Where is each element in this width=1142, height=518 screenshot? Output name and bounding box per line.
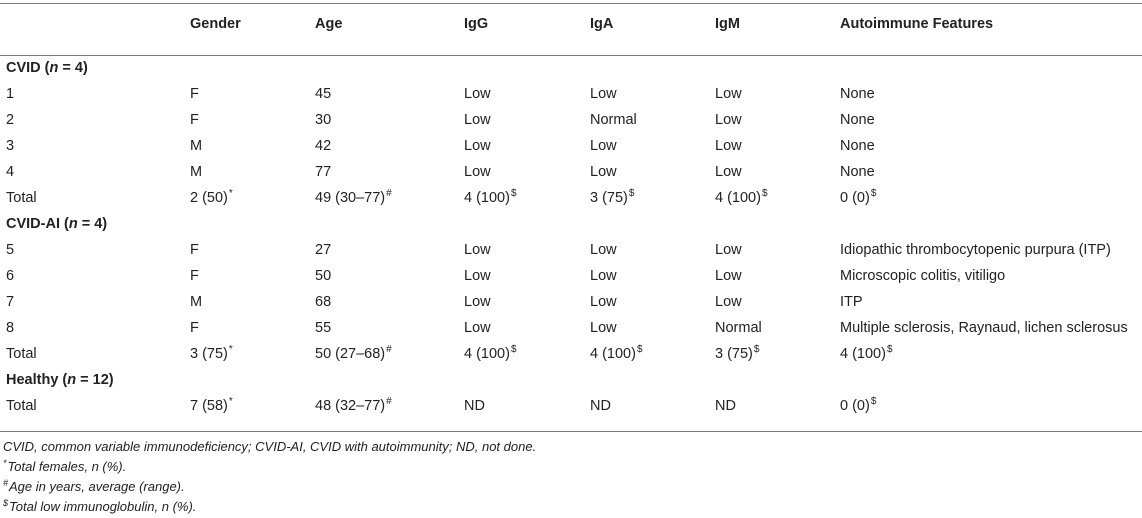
cell-value: Low	[590, 268, 617, 284]
footnote-line	[3, 477, 536, 497]
footnote-mark: $	[510, 188, 517, 199]
column-header: IgA	[590, 16, 614, 32]
table-row	[0, 109, 1142, 131]
cell-value: Low	[590, 138, 617, 154]
table-cell	[715, 239, 742, 261]
footnote-mark: #	[386, 188, 392, 199]
table-row	[0, 187, 1142, 209]
cell-value: Low	[590, 164, 617, 180]
table-cell	[840, 265, 1005, 287]
table-cell	[190, 343, 233, 367]
group-label	[6, 213, 107, 235]
footnote-text: CVID, common variable immunodeficiency; CVID-AI, CVID with autoimmunity; ND, not done.	[3, 439, 537, 454]
group-label-prefix: CVID-AI (	[6, 216, 69, 232]
table-cell	[6, 317, 14, 339]
footnote-text: Total females, n (%).	[7, 459, 127, 474]
header-bottom-rule	[0, 55, 1142, 56]
footnote-mark: $	[636, 344, 643, 355]
group-label-prefix: Healthy (	[6, 372, 68, 388]
cell-value: Total	[6, 346, 37, 362]
table-cell	[464, 161, 491, 183]
cell-value: 42	[315, 138, 332, 154]
footnote-mark: $	[870, 396, 877, 407]
cell-value: 0 (0)	[840, 398, 870, 414]
cell-value: Low	[715, 112, 742, 128]
cell-value: 27	[315, 242, 332, 258]
table-cell	[6, 239, 14, 261]
group-label-suffix: = 12)	[76, 372, 114, 388]
cell-value: 50 (27–68)	[315, 346, 386, 362]
cell-value: 8	[6, 320, 15, 336]
cell-value: 45	[315, 86, 332, 102]
table-cell	[6, 291, 14, 313]
cell-value: Total	[6, 398, 37, 414]
table-cell	[190, 109, 199, 131]
table-cell	[315, 343, 392, 367]
cell-value: 5	[6, 242, 15, 258]
cell-value: None	[840, 164, 875, 180]
table-cell	[590, 343, 643, 367]
cell-value: Idiopathic thrombocytopenic purpura (ITP)	[840, 242, 1111, 258]
table-cell	[590, 83, 617, 105]
cell-value: 6	[6, 268, 15, 284]
cell-value: F	[190, 320, 199, 336]
table-row	[0, 239, 1142, 261]
table-cell	[464, 265, 491, 287]
cell-value: Low	[590, 294, 617, 310]
cell-value: 55	[315, 320, 332, 336]
cell-value: Low	[590, 86, 617, 102]
footnote-mark: $	[510, 344, 517, 355]
footnote-text: Age in years, average (range).	[9, 479, 185, 494]
cell-value: 4 (100)	[464, 346, 510, 362]
table-cell	[590, 187, 634, 211]
table-cell	[590, 109, 637, 131]
cell-value: Low	[464, 294, 491, 310]
footnote-mark: *	[3, 458, 7, 468]
cell-value: 49 (30–77)	[315, 190, 386, 206]
table-cell	[190, 161, 202, 183]
cell-value: Low	[590, 320, 617, 336]
cell-value: None	[840, 112, 875, 128]
table-cell	[840, 317, 1128, 339]
table-row	[0, 395, 1142, 417]
table-cell	[840, 135, 875, 157]
cell-value: F	[190, 86, 199, 102]
group-label-suffix: = 4)	[58, 60, 88, 76]
table-row	[0, 317, 1142, 339]
table-cell	[6, 265, 14, 287]
cell-value: 7	[6, 294, 15, 310]
table-cell	[590, 395, 611, 417]
table-cell	[315, 109, 331, 131]
table-cell	[715, 291, 742, 313]
cell-value: 3 (75)	[190, 346, 228, 362]
table-cell	[190, 135, 202, 157]
cell-value: 0 (0)	[840, 190, 870, 206]
table-cell	[840, 291, 863, 313]
footnote-mark: $	[3, 498, 9, 508]
cell-value: Multiple sclerosis, Raynaud, lichen sclerosus	[840, 320, 1128, 336]
table-cell	[6, 187, 37, 209]
cell-value: Low	[590, 242, 617, 258]
table-cell	[590, 265, 617, 287]
footnote-mark: $	[870, 188, 877, 199]
cell-value: Low	[464, 138, 491, 154]
table-cell	[840, 187, 876, 211]
table-cell	[190, 239, 199, 261]
cell-value: 30	[315, 112, 332, 128]
cell-value: ND	[464, 398, 485, 414]
table-cell	[464, 109, 491, 131]
cell-value: 77	[315, 164, 332, 180]
cell-value: Low	[464, 268, 491, 284]
cell-value: Low	[715, 138, 742, 154]
table-cell	[315, 161, 331, 183]
table-cell	[590, 135, 617, 157]
table-row	[0, 291, 1142, 313]
table-cell	[464, 317, 491, 339]
column-header: Gender	[190, 16, 241, 32]
cell-value: 1	[6, 86, 15, 102]
footnote-line	[3, 457, 536, 477]
cell-value: Low	[715, 242, 742, 258]
cell-value: 68	[315, 294, 332, 310]
table-row	[0, 161, 1142, 183]
footnote-line	[3, 437, 536, 457]
group-label-n: n	[67, 372, 77, 388]
table-cell	[715, 135, 742, 157]
cell-value: Low	[464, 164, 491, 180]
cell-value: M	[190, 138, 203, 154]
table-cell	[840, 161, 875, 183]
table-cell	[315, 291, 331, 313]
table-cell	[590, 291, 617, 313]
table-cell	[315, 317, 331, 339]
column-header: Autoimmune Features	[840, 16, 994, 32]
cell-value: 4	[6, 164, 15, 180]
footnote-text: Total low immunoglobulin, n (%).	[9, 499, 197, 514]
table-cell	[315, 395, 392, 419]
group-label	[6, 369, 114, 391]
table-cell	[315, 135, 331, 157]
table-cell	[6, 395, 37, 417]
table-cell	[715, 395, 736, 417]
table-cell	[464, 291, 491, 313]
table-cell	[590, 161, 617, 183]
column-header: Age	[315, 16, 343, 32]
cell-value: ITP	[840, 294, 863, 310]
table-cell	[464, 187, 517, 211]
group-header-row	[0, 57, 1142, 79]
cell-value: Low	[464, 242, 491, 258]
table-cell	[715, 343, 759, 367]
table-cell	[840, 83, 875, 105]
table-row	[0, 343, 1142, 365]
cell-value: Low	[715, 86, 742, 102]
cell-value: 50	[315, 268, 332, 284]
cell-value: 7 (58)	[190, 398, 228, 414]
group-header-row	[0, 369, 1142, 391]
table-footnotes	[3, 437, 536, 517]
table-cell	[6, 83, 14, 105]
footnote-line	[3, 497, 536, 517]
cell-value: 3	[6, 138, 15, 154]
table-cell	[715, 265, 742, 287]
table-cell	[6, 343, 37, 365]
table-cell	[464, 395, 485, 417]
cell-value: 4 (100)	[590, 346, 636, 362]
footnote-mark: $	[886, 344, 893, 355]
group-header-row	[0, 213, 1142, 235]
table-cell	[315, 187, 392, 211]
cell-value: 3 (75)	[715, 346, 753, 362]
cell-value: Normal	[590, 112, 637, 128]
footnote-mark: $	[761, 188, 768, 199]
footnote-mark: *	[228, 188, 233, 199]
footnote-mark: $	[753, 344, 760, 355]
table-row	[0, 83, 1142, 105]
cell-value: Low	[715, 294, 742, 310]
footnote-mark: *	[228, 344, 233, 355]
group-label-n: n	[49, 60, 59, 76]
cell-value: None	[840, 86, 875, 102]
cell-value: ND	[590, 398, 611, 414]
table-cell	[315, 239, 331, 261]
cell-value: 4 (100)	[715, 190, 761, 206]
footnote-mark: *	[228, 396, 233, 407]
cell-value: F	[190, 112, 199, 128]
cell-value: F	[190, 242, 199, 258]
table-cell	[190, 317, 199, 339]
table-cell	[840, 395, 876, 419]
header-row	[0, 13, 1142, 35]
table-cell	[315, 265, 331, 287]
table-bottom-rule	[0, 431, 1142, 432]
table-cell	[6, 135, 14, 157]
footnote-mark: #	[386, 396, 392, 407]
column-header: IgG	[464, 16, 489, 32]
table-cell	[715, 83, 742, 105]
column-header: IgM	[715, 16, 740, 32]
cell-value: F	[190, 268, 199, 284]
table-row	[0, 135, 1142, 157]
table-cell	[715, 161, 742, 183]
group-label-n: n	[68, 216, 78, 232]
table-row	[0, 265, 1142, 287]
table-cell	[464, 239, 491, 261]
group-label-suffix: = 4)	[77, 216, 108, 232]
cell-value: Low	[464, 86, 491, 102]
cell-value: Total	[6, 190, 37, 206]
table-cell	[590, 239, 617, 261]
table-cell	[715, 109, 742, 131]
cell-value: 4 (100)	[840, 346, 886, 362]
cell-value: Low	[715, 268, 742, 284]
table-cell	[715, 317, 762, 339]
table-cell	[190, 187, 233, 211]
cell-value: M	[190, 164, 203, 180]
footnote-mark: #	[386, 344, 392, 355]
table-cell	[715, 187, 768, 211]
cell-value: ND	[715, 398, 736, 414]
cell-value: Low	[464, 112, 491, 128]
cell-value: None	[840, 138, 875, 154]
table-cell	[464, 83, 491, 105]
table-cell	[464, 135, 491, 157]
group-label	[6, 57, 88, 79]
cell-value: 3 (75)	[590, 190, 628, 206]
table-cell	[6, 161, 14, 183]
cell-value: Microscopic colitis, vitiligo	[840, 268, 1006, 284]
table-cell	[6, 109, 14, 131]
footnote-mark: $	[628, 188, 635, 199]
group-label-prefix: CVID (	[6, 60, 50, 76]
table-cell	[190, 395, 233, 419]
cell-value: 2 (50)	[190, 190, 228, 206]
cell-value: 2	[6, 112, 15, 128]
footnote-mark: #	[3, 478, 9, 488]
table-cell	[840, 109, 875, 131]
table-cell	[590, 317, 617, 339]
cell-value: Normal	[715, 320, 762, 336]
table-cell	[315, 83, 331, 105]
table-cell	[190, 83, 199, 105]
table-cell	[840, 343, 893, 367]
table-cell	[464, 343, 517, 367]
table-cell	[840, 239, 1111, 261]
table-cell	[190, 265, 199, 287]
cell-value: Low	[464, 320, 491, 336]
cell-value: 4 (100)	[464, 190, 510, 206]
cell-value: 48 (32–77)	[315, 398, 386, 414]
table-top-rule	[0, 3, 1142, 4]
cell-value: M	[190, 294, 203, 310]
table-cell	[190, 291, 202, 313]
cell-value: Low	[715, 164, 742, 180]
